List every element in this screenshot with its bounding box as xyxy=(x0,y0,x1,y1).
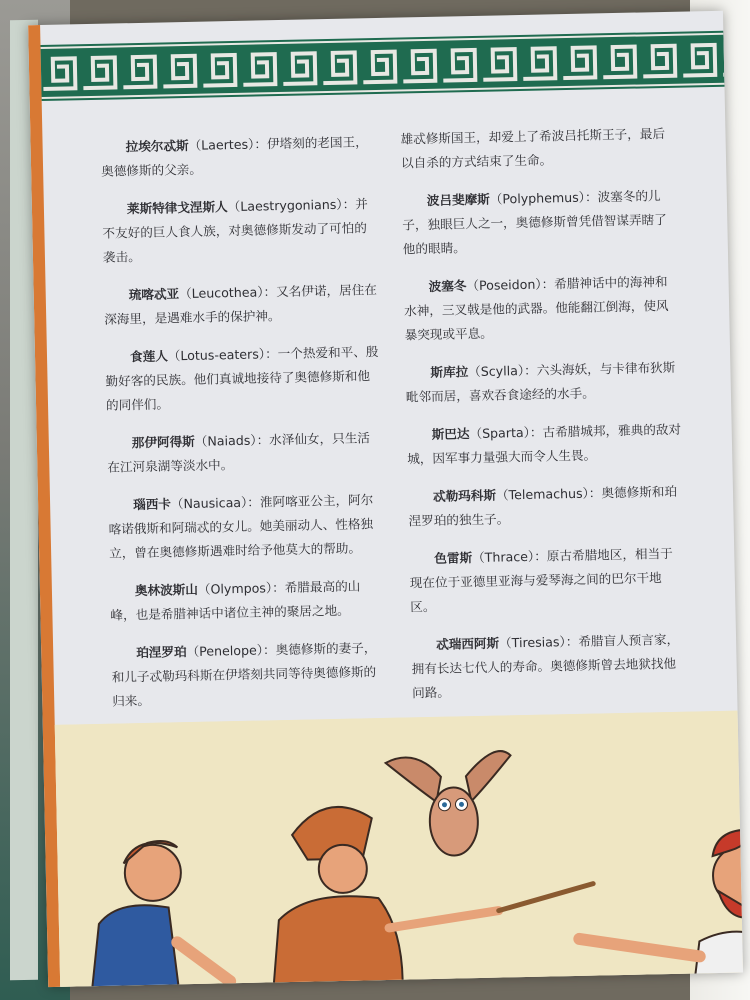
entry-latin-name: （Tiresias） xyxy=(498,634,566,651)
entry-latin-name: （Olympos） xyxy=(197,580,273,597)
entry-latin-name: （Polyphemus） xyxy=(489,189,586,207)
glossary-entry xyxy=(108,488,384,566)
glossary-entry xyxy=(105,340,381,418)
entry-term: 珀涅罗珀 xyxy=(136,644,187,661)
entry-latin-name: （Laertes） xyxy=(188,136,255,153)
glossary-entry xyxy=(403,270,679,348)
entry-term: 色雷斯 xyxy=(434,550,473,566)
entry-term: 莱斯特律戈涅斯人 xyxy=(126,199,228,217)
glossary-entry xyxy=(110,574,386,628)
entry-term: 斯库拉 xyxy=(430,364,469,380)
glossary-entry xyxy=(408,480,684,534)
entry-latin-name: （Thrace） xyxy=(471,548,535,566)
entry-description: ：水泽仙女，只生活在江河泉湖等淡水中。 xyxy=(107,430,371,475)
entry-description: ：古希腊城邦，雅典的敌对城，因军事力量强大而令人生畏。 xyxy=(407,421,682,467)
greek-figures-illustration xyxy=(55,711,743,987)
entry-term: 忒勒玛科斯 xyxy=(432,487,497,504)
glossary-entry xyxy=(111,636,387,714)
entry-description: ：伊塔刻的老国王，奥德修斯的父亲。 xyxy=(100,134,368,179)
entry-description: ：奥德修斯的妻子，和儿子忒勒玛科斯在伊塔刻共同等待奥德修斯的归来。 xyxy=(111,640,377,709)
illustration-art xyxy=(55,711,743,987)
glossary-entry xyxy=(104,278,380,332)
entry-description: ：奥德修斯和珀涅罗珀的独生子。 xyxy=(408,483,678,529)
greek-key-border xyxy=(40,31,724,101)
entry-term: 拉埃尔忒斯 xyxy=(125,137,189,155)
glossary-entry xyxy=(402,184,678,262)
entry-term: 波塞冬 xyxy=(428,278,467,294)
entry-term: 奥林波斯山 xyxy=(134,581,199,599)
entry-description: ：波塞冬的儿子，独眼巨人之一，奥德修斯曾凭借智谋弄瞎了他的眼睛。 xyxy=(402,188,667,257)
entry-description: ：又名伊诺，居住在深海里，是遇难水手的保护神。 xyxy=(104,282,378,327)
entry-latin-name: （Poseidon） xyxy=(466,276,542,294)
entry-description: ：淮阿喀亚公主，阿尔喀诺俄斯和阿瑞忒的女儿。她美丽动人、性格独立，曾在奥德修斯遇难时给予他莫大的帮助。 xyxy=(108,492,374,561)
entry-description: ：一个热爱和平、殷勤好客的民族。他们真诚地接待了奥德修斯和他的同伴们。 xyxy=(105,344,379,413)
entry-term: 那伊阿得斯 xyxy=(131,433,195,451)
entry-latin-name: （Telemachus） xyxy=(495,485,589,503)
entry-latin-name: （Sparta） xyxy=(469,424,531,442)
glossary-entry xyxy=(107,426,383,480)
entry-term: 波吕斐摩斯 xyxy=(426,191,490,208)
entry-latin-name: （Leucothea） xyxy=(178,284,264,302)
entry-description: ：希腊最高的山峰，也是希腊神话中诸位主神的聚居之地。 xyxy=(110,578,361,623)
greek-key-pattern-icon xyxy=(40,31,724,101)
entry-latin-name: （Lotus-eaters） xyxy=(167,346,266,364)
entry-latin-name: （Laestrygonians） xyxy=(227,196,343,215)
entry-latin-name: （Scylla） xyxy=(468,362,525,380)
glossary-entry xyxy=(100,130,376,184)
entry-term: 忒瑞西阿斯 xyxy=(435,635,500,652)
entry-term: 食莲人 xyxy=(129,348,168,365)
entry-term: 瑙西卡 xyxy=(132,496,172,513)
entry-description: ：六头海妖，与卡律布狄斯毗邻而居，喜欢吞食途经的水手。 xyxy=(405,359,676,405)
glossary-text xyxy=(100,123,717,709)
glossary-entry xyxy=(102,192,378,270)
glossary-entry xyxy=(411,628,687,706)
entry-latin-name: （Penelope） xyxy=(186,642,264,660)
entry-description: ：希腊盲人预言家，拥有长达七代人的寿命。奥德修斯曾去地狱找他问路。 xyxy=(411,631,680,701)
entry-latin-name: （Naiads） xyxy=(194,432,257,449)
glossary-entry xyxy=(409,542,685,620)
entry-description: ：原古希腊地区，相当于现在位于亚德里亚海与爱琴海之间的巴尔干地区。 xyxy=(409,545,673,615)
entry-description: ：希腊神话中的海神和水神，三叉戟是他的武器。他能翻江倒海，使风暴突现或平息。 xyxy=(403,273,669,343)
entry-term: 琉喀忒亚 xyxy=(128,286,180,303)
entry-latin-name: （Nausicaa） xyxy=(170,494,248,512)
continued-entry-text: 雄忒修斯国王，却爱上了希波吕托斯王子，最后以自杀的方式结束了生命。 xyxy=(400,125,666,171)
entry-description: ：并不友好的巨人食人族，对奥德修斯发动了可怕的袭击。 xyxy=(102,196,368,265)
glossary-entry xyxy=(406,418,682,472)
book-page xyxy=(28,11,743,987)
entry-term: 斯巴达 xyxy=(431,426,470,442)
glossary-entry xyxy=(405,356,681,410)
